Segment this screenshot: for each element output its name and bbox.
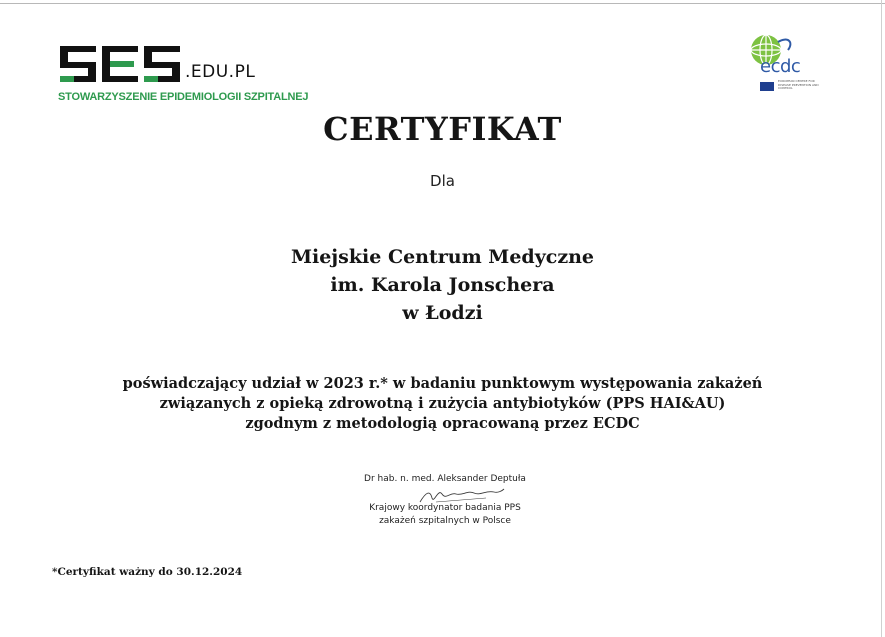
ses-domain-suffix: .EDU.PL [185,62,256,82]
signer-role [330,502,560,528]
ecdc-logo [740,32,820,96]
for-label: Dla [430,172,455,190]
statement-line: poświadczający udział w 2023 r.* w badaniu punktowym występowania zakażeń [122,375,763,392]
ecdc-subtitle: EUROPEAN CENTRE FOR DISEASE PREVENTION AND CONTROL [778,79,819,90]
ses-tagline: STOWARZYSZENIE EPIDEMIOLOGII SZPITALNEJ [58,91,309,103]
statement-line: zgodnym z metodologią opracowaną przez ECDC [245,415,640,432]
signer-role-line: zakażeń szpitalnych w Polsce [379,516,511,526]
signer-name: Dr hab. n. med. Aleksander Deptuła [364,474,526,484]
validity-note: *Certyfikat ważny do 30.12.2024 [52,566,243,578]
ecdc-wordmark: ecdc [760,56,801,77]
ses-mark-icon [58,42,188,86]
signer-role-line: Krajowy koordynator badania PPS [369,503,521,513]
statement-line: związanych z opieką zdrowotną i zużycia antybiotyków (PPS HAI&AU) [159,395,726,412]
recipient-line: im. Karola Jonschera [330,274,555,296]
recipient-line: w Łodzi [402,302,483,324]
ses-logo [58,42,309,108]
eu-flag-icon [760,82,774,91]
recipient-line: Miejskie Centrum Medyczne [290,246,595,268]
recipient-name [0,243,885,327]
participation-statement [0,374,885,434]
scan-edge-top [0,3,885,4]
certificate-title: CERTYFIKAT [323,110,562,148]
